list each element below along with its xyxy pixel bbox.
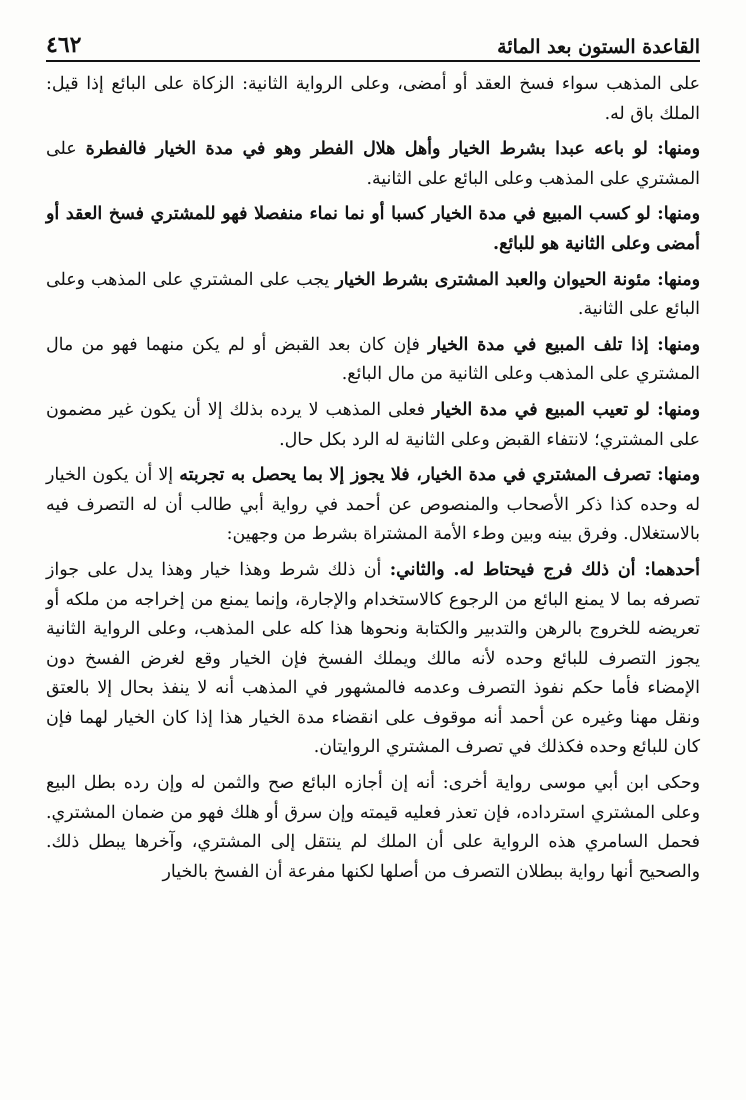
paragraph-text: على المشتري على المذهب وعلى البائع على الثانية. [46,139,700,189]
paragraph-lead: ومنها: لو كسب المبيع في مدة الخيار كسبا أو نما نماء منفصلا فهو للمشتري فسخ العقد أو أمضى وعلى الثانية هو للبائع. [46,204,700,254]
paragraph [46,135,700,194]
paragraph-text: يجب على المشتري على المذهب وعلى البائع على الثانية. [46,269,700,320]
paragraph-text: وحكى ابن أبي موسى رواية أخرى: أنه إن أجازه البائع صح والثمن له وإن رده بطل البيع وعلى المشتري استرداده، فإن تعذر فعليه قيمته وإن سرق أو هلك فهو من ضمان المشتري. فحمل السامري هذه الرواية على أن الملك لم ينتقل إلى المشتري، وآخرها يبطل ذلك. والصحيح أنها رواية ببطلان التصرف من أصلها لكنها مفرعة أن الفسخ بالخيار [46,773,700,882]
paragraph-text: فإن كان بعد القبض أو لم يكن منهما فهو من مال المشتري على المذهب وعلى الثانية من مال البائع. [46,334,700,385]
chapter-title: القاعدة الستون بعد المائة [497,36,700,58]
paragraph-lead: ومنها: لو تعيب المبيع في مدة الخيار [431,399,700,420]
paragraph [46,396,700,455]
paragraph-lead: ومنها: إذا تلف المبيع في مدة الخيار [428,334,700,355]
paragraph-lead: ومنها: تصرف المشتري في مدة الخيار، فلا يجوز إلا بما يحصل به تجربته [179,465,701,486]
paragraph [46,266,700,325]
paragraph [46,200,700,259]
paragraph-lead: ومنها: لو باعه عبدا بشرط الخيار وأهل هلال الفطر وهو في مدة الخيار فالفطرة [85,139,700,160]
page-body [46,70,700,887]
page-number: ٤٦٢ [46,32,82,58]
paragraph-text: فعلى المذهب لا يرده بذلك إلا أن يكون غير مضمون على المشتري؛ لانتفاء القبض وعلى الثانية له الرد بكل حال. [46,399,700,450]
paragraph [46,461,700,550]
paragraph-lead: ومنها: مئونة الحيوان والعبد المشترى بشرط الخيار [335,269,701,290]
paragraph [46,556,700,763]
paragraph-lead: أحدهما: أن ذلك فرج فيحتاط له. والثاني: [389,559,700,580]
header-rule [46,60,700,62]
paragraph [46,769,700,887]
paragraph-text: أن ذلك شرط وهذا خيار وهذا يدل على جواز تصرفه بما لا يمنع البائع من الرجوع كالاستخدام والإجارة، وإنما يمنع من إخراجه من ملكه أو تعريضه للخروج بالرهن والتدبير والكتابة ونحوها هذا كله على المذهب، وعلى الرواية الثانية يجوز التصرف للبائع وحده لأنه مالك ويملك الفسخ فإن الخيار وقع لغرض الفسخ دون الإمضاء فأما حكم نفوذ التصرف وعدمه فالمشهور في المذهب أنه لا ينفذ بحال إلا بالعتق ونقل مهنا وغيره عن أحمد أنه موقوف على انقضاء مدة الخيار هذا إذا كان الخيار لهما فإن كان للبائع وحده فكذلك في تصرف المشتري الروايتان. [46,559,700,758]
paragraph [46,331,700,390]
running-header [46,22,700,58]
paragraph-text: على المذهب سواء فسخ العقد أو أمضى، وعلى الرواية الثانية: الزكاة على البائع إذا قيل: الملك باق له. [46,74,700,124]
paragraph [46,70,700,129]
paragraph-text: إلا أن يكون الخيار له وحده كذا ذكر الأصحاب والمنصوص عن أحمد في رواية أبي طالب أن له التصرف فيه بالاستغلال. وفرق بينه وبين وطء الأمة المشتراة بشرط من وجهين: [46,465,700,545]
